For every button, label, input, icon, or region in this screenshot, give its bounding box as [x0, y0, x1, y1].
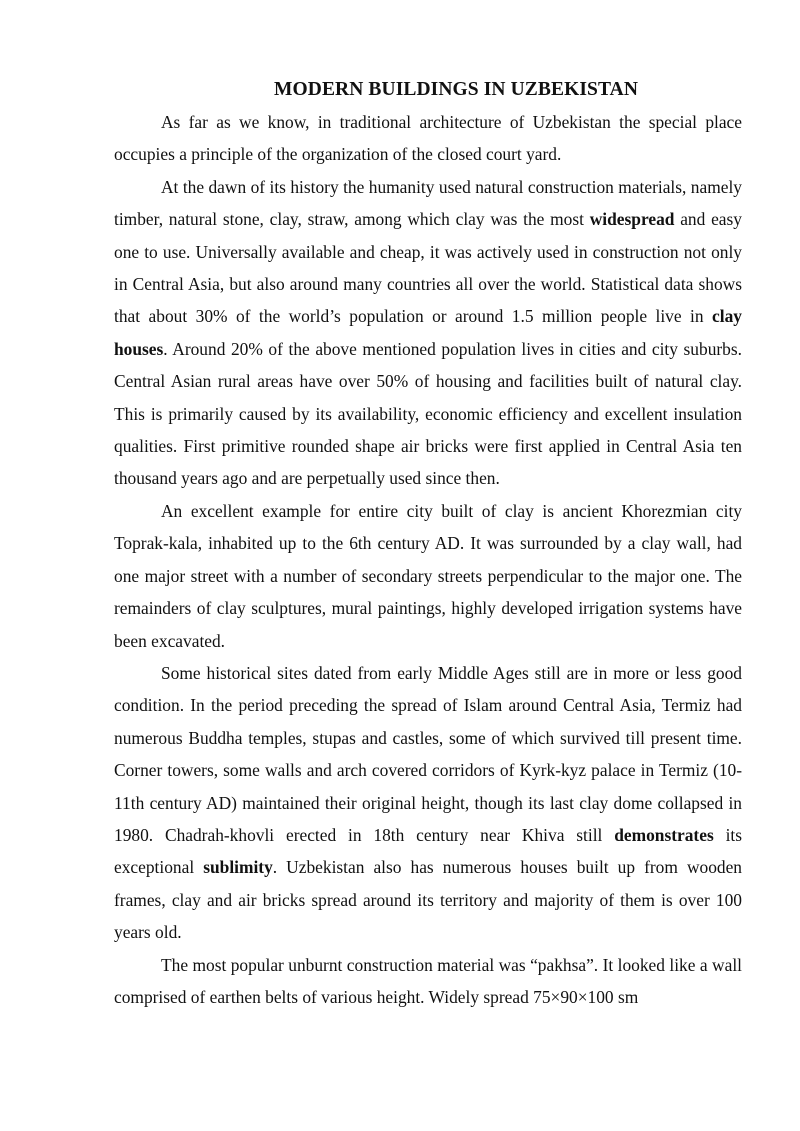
paragraph	[114, 106, 742, 171]
document-title: MODERN BUILDINGS IN UZBEKISTAN	[274, 79, 638, 100]
paragraph	[114, 657, 742, 949]
text-run: . Uzbekistan also has numerous houses built up from wooden frames, clay and air bricks spread around its territory and majority of them is over 100 years old.	[114, 857, 742, 943]
bold-text: sublimity	[203, 857, 273, 878]
bold-text: clay houses	[114, 306, 742, 359]
text-run: . Around 20% of the above mentioned population lives in cities and city suburbs. Central Asian rural areas have over 50% of housing and facilities built of natural clay. This is primarily caused by its availability, economic efficiency and excellent insulation qualities. First primitive rounded shape air bricks were first applied in Central Asia ten thousand years ago and are perpetually used since then.	[114, 338, 742, 489]
text-run: its exceptional	[114, 824, 742, 878]
document-body	[114, 106, 742, 1013]
text-run: The most popular unburnt construction material was “pakhsa”. It looked like a wall comprised of earthen belts of various height. Widely spread 75×90×100 sm	[114, 954, 742, 1007]
text-run: and easy one to use. Universally available and cheap, it was actively used in construction not only in Central Asia, but also around many countries all over the world. Statistical data shows that about 30% of the world’s population or around 1.5 million people live in	[114, 209, 742, 327]
text-run: An excellent example for entire city built of clay is ancient Khorezmian city Toprak-kala, inhabited up to the 6th century AD. It was surrounded by a clay wall, had one major street with a number of secondary streets perpendicular to the major one. The remainders of clay sculptures, mural paintings, highly developed irrigation systems have been excavated.	[114, 500, 742, 651]
paragraph	[114, 495, 742, 657]
text-run: Some historical sites dated from early Middle Ages still are in more or less good condition. In the period preceding the spread of Islam around Central Asia, Termiz had numerous Buddha temples, stupas and castles, some of which survived till present time. Corner towers, some walls and arch covered corridors of Kyrk-kyz palace in Termiz (10-11th century AD) maintained their original height, though its last clay dome collapsed in 1980. Chadrah-khovli erected in 18th century near Khiva still	[114, 662, 742, 845]
text-run: As far as we know, in traditional architecture of Uzbekistan the special place occupies a principle of the organization of the closed court yard.	[114, 112, 742, 165]
bold-text: widespread	[589, 209, 675, 230]
paragraph	[114, 949, 742, 1014]
bold-text: demonstrates	[614, 824, 714, 845]
text-run: At the dawn of its history the humanity used natural construction materials, namely timber, natural stone, clay, straw, among which clay was the most	[114, 176, 742, 230]
paragraph	[114, 171, 742, 495]
